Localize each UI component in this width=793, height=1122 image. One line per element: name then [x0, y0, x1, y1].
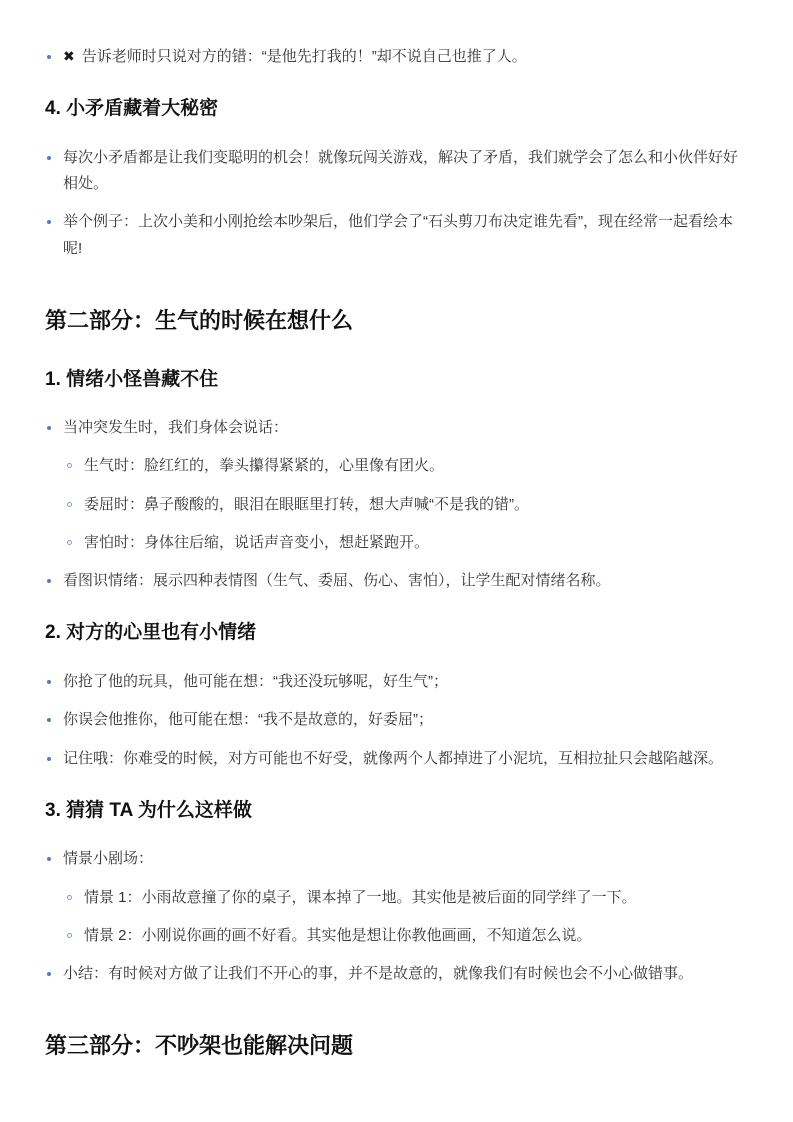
list-item: [45, 961, 748, 987]
list-item-text: 你抢了他的玩具，他可能在想：“我还没玩够呢，好生气”；: [63, 673, 448, 691]
list-item-text: 害怕时：身体往后缩，说话声音变小，想赶紧跑开。: [84, 533, 430, 551]
list-item-text: 委屈时：鼻子酸酸的，眼泪在眼眶里打转，想大声喊“不是我的错”。: [84, 495, 529, 513]
section-heading-4: 4. 小矛盾藏着大秘密: [45, 98, 219, 120]
section-heading-3: 3. 猜猜 TA 为什么这样做: [45, 799, 252, 821]
list-item: [45, 145, 748, 198]
list-item-text: 情景 1：小雨故意撞了你的桌子，课本掉了一地。其实他是被后面的同学绊了一下。: [84, 888, 637, 906]
section-heading-1: 1. 情绪小怪兽藏不住: [45, 368, 219, 390]
sub-list-item: [66, 453, 748, 479]
list-item-text: 情景 2：小刚说你画的画不好看。其实他是想让你教他画画，不知道怎么说。: [84, 926, 592, 944]
sub-list-item: [66, 530, 748, 556]
part-heading-3: 第三部分：不吵架也能解决问题: [45, 1033, 354, 1059]
list-item-text: 生气时：脸红红的，拳头攥得紧紧的，心里像有团火。: [84, 457, 445, 475]
list-item-text: 每次小矛盾都是让我们变聪明的机会！就像玩闯关游戏，解决了矛盾，我们就学会了怎么和小伙伴好好相处。: [63, 148, 739, 193]
list-item: [45, 568, 748, 594]
list-item-text: 记住哦：你难受的时候，对方可能也不好受，就像两个人都掉进了小泥坑，互相拉扯只会越陷越深。: [63, 749, 724, 767]
list-item: [45, 415, 748, 441]
list-item-text: 当冲突发生时，我们身体会说话：: [63, 419, 289, 437]
list-item: [45, 209, 748, 262]
list-item: [45, 746, 748, 772]
list-item: [45, 707, 748, 733]
sub-list-item: [66, 492, 748, 518]
list-item-text: 告诉老师时只说对方的错：“是他先打我的！”却不说自己也推了人。: [81, 48, 527, 65]
sub-list-item: [66, 923, 748, 949]
list-item: [45, 669, 748, 695]
list-item-text: 你误会他推你，他可能在想：“我不是故意的，好委屈”；: [63, 711, 433, 729]
list-item-text: 看图识情绪：展示四种表情图（生气、委屈、伤心、害怕），让学生配对情绪名称。: [63, 572, 611, 590]
list-item: [45, 846, 748, 872]
list-item-text: 小结：有时候对方做了让我们不开心的事，并不是故意的，就像我们有时候也会不小心做错事。: [63, 965, 694, 983]
list-item-text: 情景小剧场：: [63, 850, 154, 868]
list-item-text: 举个例子：上次小美和小刚抢绘本吵架后，他们学会了“石头剪刀布决定谁先看”，现在经常一起看绘本呢!: [63, 213, 733, 257]
list-item: [45, 44, 748, 70]
cross-icon: ✖: [63, 48, 75, 64]
sub-list-item: [66, 885, 748, 911]
part-heading-2: 第二部分：生气的时候在想什么: [45, 307, 354, 333]
section-heading-2: 2. 对方的心里也有小情绪: [45, 622, 257, 644]
